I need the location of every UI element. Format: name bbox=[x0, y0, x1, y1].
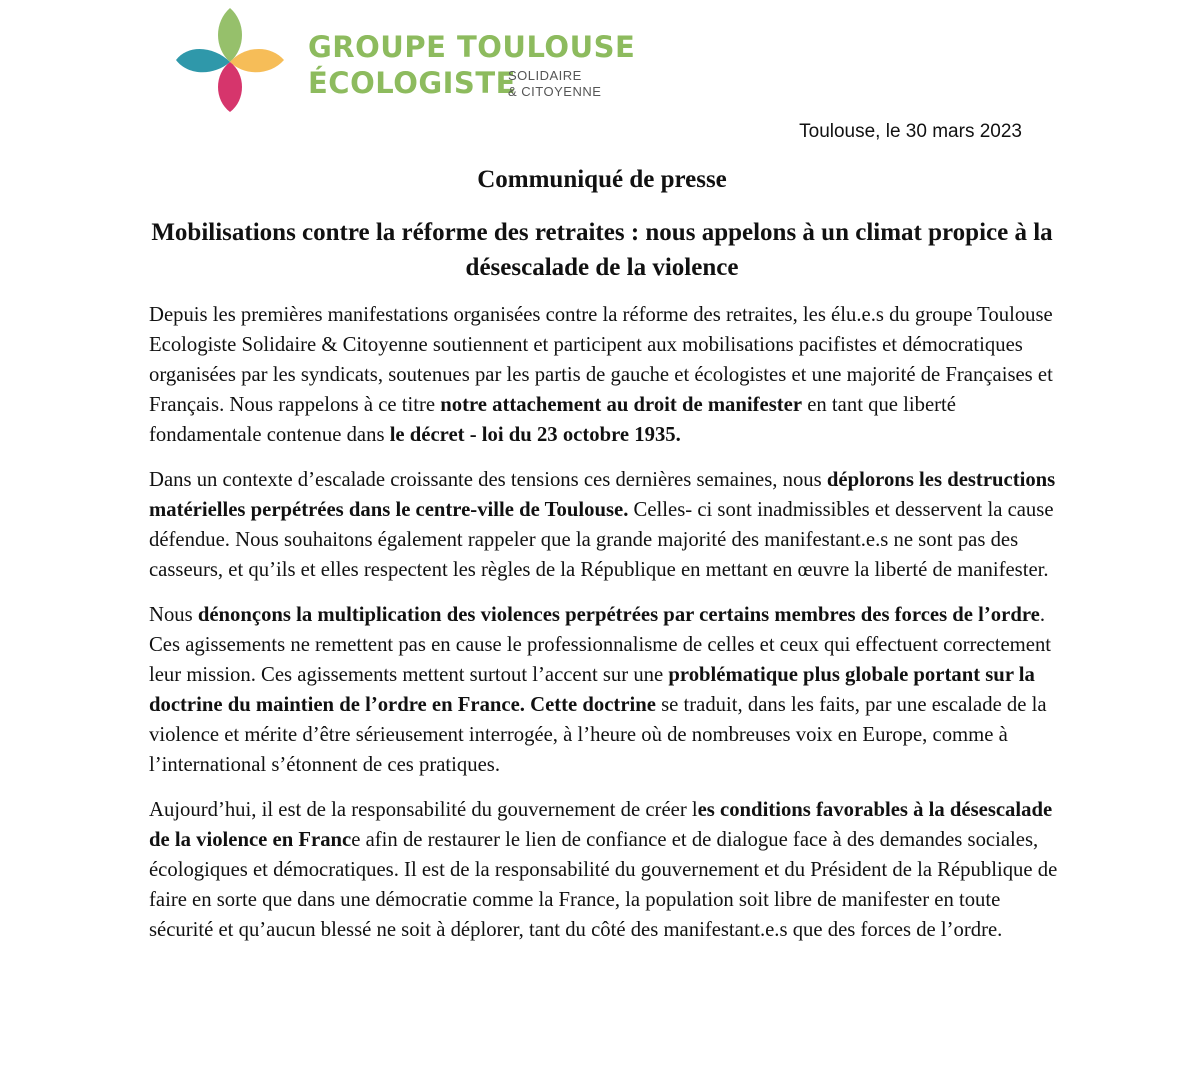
flower-logo-icon bbox=[174, 8, 286, 114]
paragraph-2 bbox=[149, 465, 1059, 585]
text-run: Depuis les premières manifestations organisées contre la réforme des retraites, les élu.e.s du groupe Toulouse Ecologiste Solidaire & Citoyenne soutiennent et participent aux mobilisations pacifistes et démocratiques organisées par les syndicats, soutenues par les partis de gauche et écologistes et une majorité de Françaises et Français. Nous rappelons à ce titre bbox=[149, 304, 1053, 416]
bold-run: déplorons les destructions matérielles perpétrées dans le centre-ville de Toulouse. bbox=[149, 469, 1056, 521]
paragraph-4 bbox=[149, 795, 1059, 945]
green-petal bbox=[218, 8, 242, 62]
logo-subtitle-line2: & CITOYENNE bbox=[508, 84, 602, 99]
body-text bbox=[149, 300, 1059, 960]
text-run: se traduit, dans les faits, par une escalade de la violence et mérite d’être sérieusement interrogée, à l’heure où de nombreuses voix en Europe, comme à l’international s’étonnent de ces pratiques. bbox=[149, 694, 1047, 776]
text-run: Celles- ci sont inadmissibles et desservent la cause défendue. Nous souhaitons également rappeler que la grande majorité des manifestant.e.s ne sont pas des casseurs, et qu’ils et elles respectent les règles de la République en mettant en œuvre la liberté de manifester. bbox=[149, 499, 1054, 581]
bold-run: problématique plus globale portant sur la doctrine du maintien de l’ordre en France. Cette doctrine bbox=[149, 664, 1035, 716]
press-release-title: Communiqué de presse bbox=[477, 166, 727, 193]
text-run: en tant que liberté fondamentale contenue dans bbox=[149, 394, 956, 446]
yellow-petal bbox=[230, 49, 284, 72]
text-run: Dans un contexte d’escalade croissante des tensions ces dernières semaines, nous bbox=[149, 469, 827, 491]
bold-run: dénonçons la multiplication des violences perpétrées par certains membres des forces de l’ordre bbox=[197, 604, 1040, 626]
text-run: . Ces agissements ne remettent pas en cause le professionnalisme de celles et ceux qui effectuent correctement leur mission. Ces agissements mettent surtout l’accent sur une bbox=[149, 604, 1052, 686]
text-run: e afin de restaurer le lien de confiance et de dialogue face à des demandes sociales, écologiques et démocratiques. Il est de la responsabilité du gouvernement et du Président de la République de faire en sorte que dans une démocratie comme la France, la population soit libre de manifester en toute sécurité et qu’aucun blessé ne soit à déplorer, tant du côté des manifestant.e.s que des forces de l’ordre. bbox=[149, 829, 1058, 941]
magenta-petal bbox=[218, 62, 242, 112]
bold-run: notre attachement au droit de manifester bbox=[440, 394, 803, 416]
logo bbox=[174, 8, 636, 114]
bold-run: le décret - loi du 23 octobre 1935. bbox=[389, 424, 681, 446]
headline: Mobilisations contre la réforme des retraites : nous appelons à un climat propice à la désescalade de la violence bbox=[151, 219, 1053, 281]
paragraph-1 bbox=[149, 300, 1059, 450]
logo-title-line2: ÉCOLOGISTE bbox=[308, 66, 516, 100]
bold-run: es conditions favorables à la désescalade de la violence en Franc bbox=[149, 799, 1053, 851]
text-run: Aujourd’hui, il est de la responsabilité du gouvernement de créer l bbox=[149, 799, 698, 821]
logo-title-line1: GROUPE TOULOUSE bbox=[308, 30, 636, 64]
logo-subtitle-line1: SOLIDAIRE bbox=[508, 68, 582, 83]
teal-petal bbox=[176, 49, 230, 72]
text-run: Nous bbox=[149, 604, 198, 626]
document-date: Toulouse, le 30 mars 2023 bbox=[799, 121, 1022, 142]
paragraph-3 bbox=[149, 600, 1059, 780]
logo-subtitle bbox=[508, 68, 601, 100]
